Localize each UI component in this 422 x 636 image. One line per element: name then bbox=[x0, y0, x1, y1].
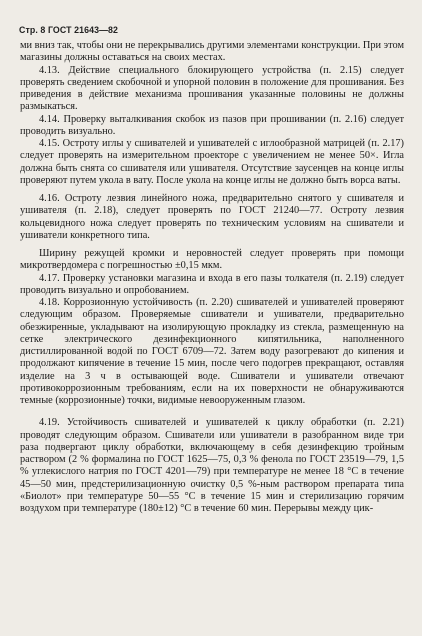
paragraph-4-14: 4.14. Проверку выталкивания скобок из пазов при прошивании (п. 2.16) следует проводить визуально. bbox=[20, 113, 404, 137]
paragraph-4-16: 4.16. Остроту лезвия линейного ножа, предварительно снятого у сшивателя и ушивателя (п. 2.18), следует проверять по ГОСТ 21240—77. Остроту лезвия кольцевидного ножа следует проверять по техническим условиям на сшиватели и ушиватели конкретного типа. bbox=[20, 193, 404, 241]
paragraph-4-13: 4.13. Действие специального блокирующего устройства (п. 2.15) следует проверять сведением скобочной и упорной половин в положение для прошивания. Без приведения в действие механизма прошивания указанные половины не должны размыкаться. bbox=[20, 64, 404, 113]
paragraph-4-18: 4.18. Коррозионную устойчивость (п. 2.20) сшивателей и ушивателей проверяют следующим образом. Проверяемые сшиватели и ушиватели, предварительно обезжиренные, укладывают на изолирующую прокладку из стекла, размещенную на сетке электрического дезинфекционного кипятильника, наполненного дистиллированной водой по ГОСТ 6709—72. Затем воду разогревают до кипения и продолжают кипячение в течение 15 мин, после чего подогрев прекращают, оставляя изделие на 3 ч в остывающей воде. Сшиватели и ушиватели отвечают противокоррозионным требованиям, если на их поверхности не обнаруживаются темные (коррозионные) точки, видимые невооруженным глазом. bbox=[20, 297, 404, 406]
page-header: Стр. 8 ГОСТ 21643—82 bbox=[19, 25, 118, 35]
document-body bbox=[20, 40, 404, 515]
paragraph-width: Ширину режущей кромки и неровностей следует проверять при помощи микротвердомера с погрешностью ±0,15 мкм. bbox=[20, 248, 404, 272]
paragraph-cont: ми вниз так, чтобы они не перекрывались другими элементами конструкции. При этом магазины должны оставаться на своих местах. bbox=[20, 40, 404, 64]
paragraph-4-15: 4.15. Остроту иглы у сшивателей и ушивателей с иглообразной матрицей (п. 2.17) следует проверять на измерительном проекторе с увеличением не менее 50×. Игла должна быть снята со сшивателя или ушивателя. Отсутствие заусенцев на конце иглы проверяют путем укола в вату. После укола на конце иглы не должно быть ворса ваты. bbox=[20, 138, 404, 186]
paragraph-4-19: 4.19. Устойчивость сшивателей и ушивателей к циклу обработки (п. 2.21) проводят следующим образом. Сшиватели или ушиватели в разобранном виде три раза подвергают циклу обработки, включающему в себя дезинфекцию тройным раствором (2 % формалина по ГОСТ 1625—75, 0,3 % фенола по ГОСТ 23519—79, 1,5 % углекислого натрия по ГОСТ 4201—79) при температуре не менее 18 °С в течение 45—50 мин, предстерилизационную очистку 0,5 %-ным раствором препарата типа «Биолот» при температуре 50—55 °С в течение 15 мин и стерилизацию горячим воздухом при температуре (180±12) °С в течение 60 мин. Перерывы между цик- bbox=[20, 417, 404, 514]
paragraph-4-17: 4.17. Проверку установки магазина и входа в его пазы толкателя (п. 2.19) следует проводить визуально и опробованием. bbox=[20, 272, 404, 296]
